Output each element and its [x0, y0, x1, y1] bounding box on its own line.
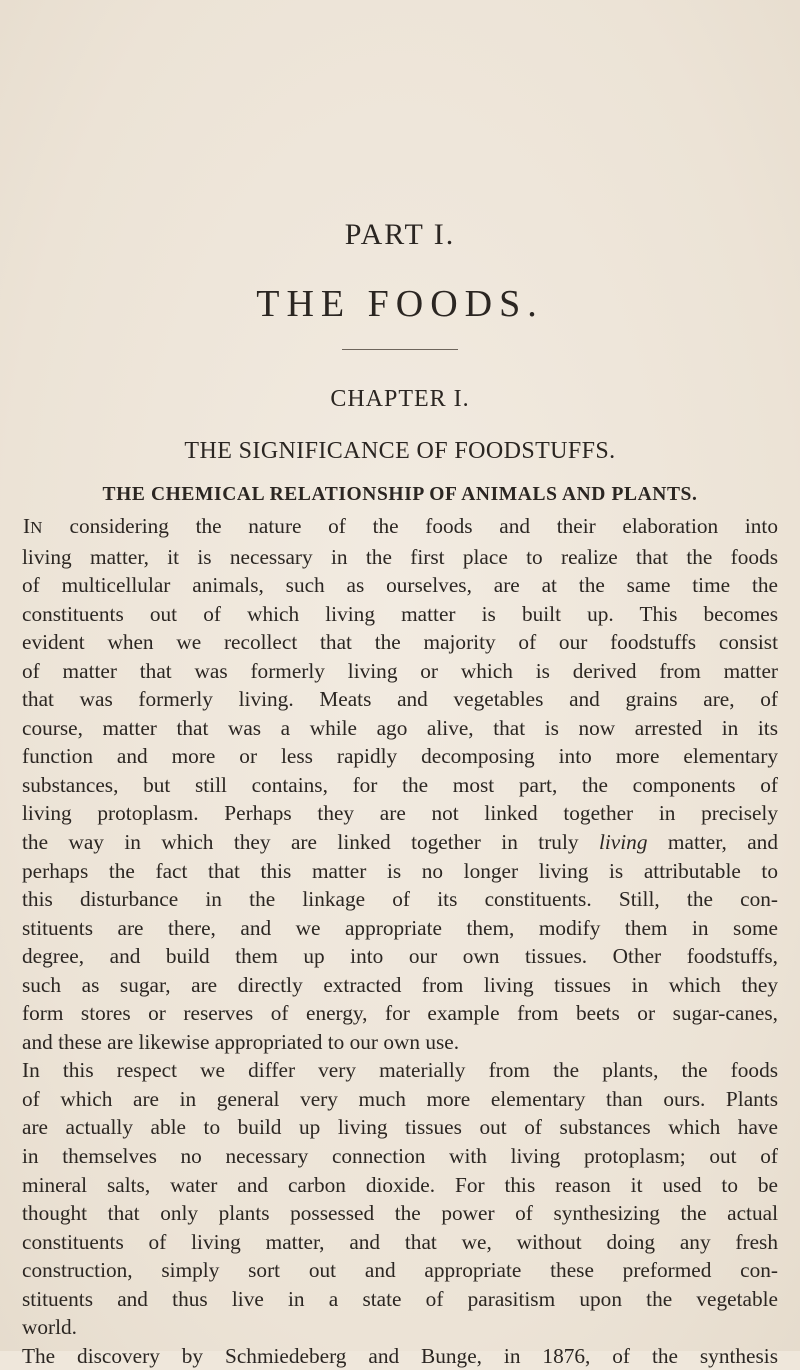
text-line: evident when we recollect that the majority of our foodstuffs consist [22, 630, 778, 655]
text-line: perhaps the fact that this matter is no longer living is attributable to [22, 858, 778, 883]
text-line: thought that only plants possessed the power of synthesizing the actual [22, 1201, 778, 1226]
part-heading: PART I. [344, 218, 456, 251]
title-divider [342, 349, 458, 350]
text-line: are actually able to build up living tissues out of substances which have [22, 1115, 778, 1140]
text-line: of multicellular animals, such as ourselves, are at the same time the [22, 573, 778, 598]
book-title: THE FOODS. [256, 283, 544, 325]
text-line: degree, and build them up into our own tissues. Other foodstuffs, [22, 944, 778, 969]
text-line: function and more or less rapidly decomposing into more elementary [22, 744, 778, 769]
text-line: the way in which they are linked together in truly living matter, and [22, 830, 778, 855]
text-line: constituents of living matter, and that we, without doing any fresh [22, 1229, 778, 1254]
text-line: living protoplasm. Perhaps they are not linked together in precisely [22, 801, 778, 826]
text-line: IN considering the nature of the foods and their elaboration into [23, 514, 778, 538]
text-line: constituents out of which living matter is built up. This becomes [22, 601, 778, 626]
chapter-heading: CHAPTER I. [330, 386, 470, 412]
text-line: such as sugar, are directly extracted from living tissues in which they [22, 972, 778, 997]
text-line: and these are likewise appropriated to our own use. [22, 1029, 460, 1054]
text-line: of which are in general very much more elementary than ours. Plants [22, 1086, 778, 1111]
drop-cap-word: IN [23, 514, 43, 538]
text-line: The discovery by Schmiedeberg and Bunge, in 1876, of the synthesis [22, 1343, 778, 1368]
text-line: in themselves no necessary connection with living protoplasm; out of [22, 1144, 778, 1169]
text-line: form stores or reserves of energy, for example from beets or sugar-canes, [22, 1001, 778, 1026]
chapter-title: THE SIGNIFICANCE OF FOODSTUFFS. [184, 438, 616, 464]
text-line: this disturbance in the linkage of its constituents. Still, the con- [22, 887, 778, 912]
text-line: living matter, it is necessary in the first place to realize that the foods [22, 544, 778, 569]
text-line: world. [22, 1315, 78, 1340]
text-line: stituents and thus live in a state of parasitism upon the vegetable [22, 1286, 778, 1311]
text-line: substances, but still contains, for the most part, the components of [22, 772, 778, 797]
body-text [22, 512, 778, 1370]
text-line: of matter that was formerly living or which is derived from matter [22, 658, 778, 683]
text-line: mineral salts, water and carbon dioxide. For this reason it used to be [22, 1172, 778, 1197]
text-line: stituents are there, and we appropriate them, modify them in some [22, 915, 778, 940]
text-line: In this respect we differ very materially from the plants, the foods [22, 1058, 778, 1083]
text-line: course, matter that was a while ago alive, that is now arrested in its [22, 715, 778, 740]
text-line: that was formerly living. Meats and vegetables and grains are, of [22, 687, 778, 712]
section-heading: THE CHEMICAL RELATIONSHIP OF ANIMALS AND PLANTS. [102, 484, 698, 505]
emphasis-living: living [598, 830, 648, 855]
text-line: construction, simply sort out and appropriate these preformed con- [22, 1258, 778, 1283]
